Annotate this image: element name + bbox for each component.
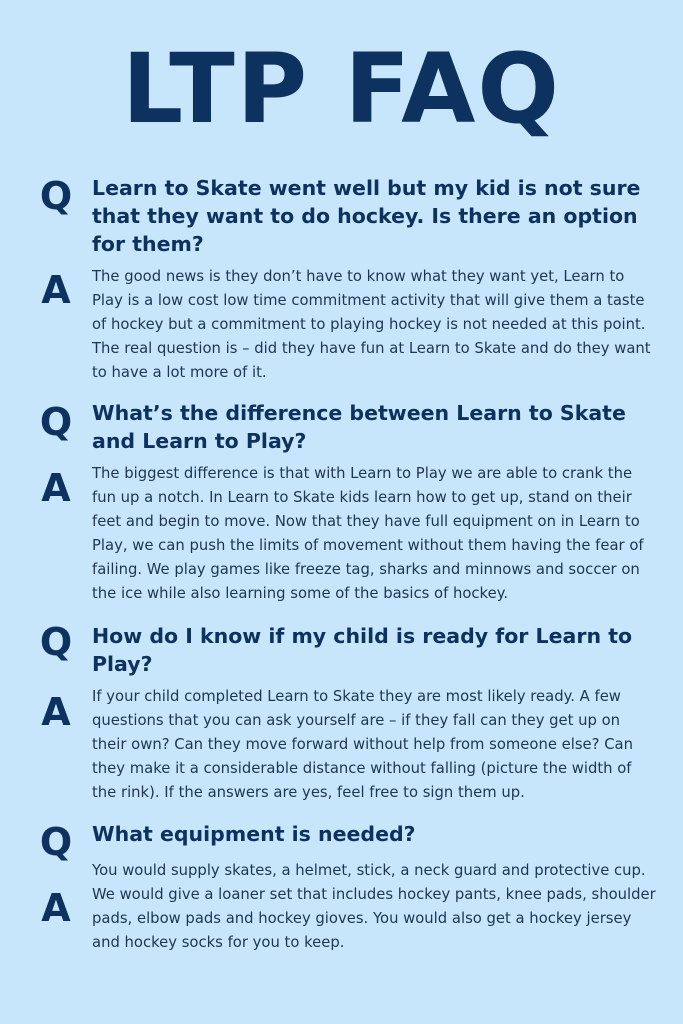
faq-answer: The good news is they don’t have to know what they want yet, Learn to Play is a low cost low time commitment activity that will give them a taste of hockey but a commitment to playing hockey is not needed at this point. The real question is – did they have fun at Learn to Skate and do they want to have a lot more of it. <box>92 268 651 381</box>
a-marker: A <box>41 466 71 510</box>
page-title: LTP FAQ <box>121 33 561 145</box>
faq-question: What equipment is needed? <box>92 822 416 846</box>
q-marker: Q <box>39 620 73 664</box>
faq-answer: If your child completed Learn to Skate they are most likely ready. A few questions that you can ask yourself are – if they fall can they get up on their own? Can they move forward without help from someone else? Can they make it a considerable distance without falling (picture the width of the rink). If the answers are yes, feel free to sign them up. <box>92 688 633 801</box>
faq-question: How do I know if my child is ready for Learn to Play? <box>92 624 633 676</box>
q-marker: Q <box>39 820 73 864</box>
a-marker: A <box>41 268 71 312</box>
q-marker: Q <box>39 400 73 444</box>
a-marker: A <box>41 886 71 930</box>
a-marker: A <box>41 690 71 734</box>
faq-question: Learn to Skate went well but my kid is not sure that they want to do hockey. Is there an option for them? <box>92 176 641 256</box>
faq-question: What’s the difference between Learn to Skate and Learn to Play? <box>92 401 626 453</box>
q-marker: Q <box>39 174 73 218</box>
faq-answer: You would supply skates, a helmet, stick, a neck guard and protective cup. We would give a loaner set that includes hockey pants, knee pads, shoulder pads, elbow pads and hockey gioves. You would also get a hockey jersey and hockey socks for you to keep. <box>92 862 656 951</box>
faq-answer: The biggest difference is that with Learn to Play we are able to crank the fun up a notch. In Learn to Skate kids learn how to get up, stand on their feet and begin to move. Now that they have full equipment on in Learn to Play, we can push the limits of movement without them having the fear of failing. We play games like freeze tag, sharks and minnows and soccer on the ice while also learning some of the basics of hockey. <box>92 465 644 602</box>
